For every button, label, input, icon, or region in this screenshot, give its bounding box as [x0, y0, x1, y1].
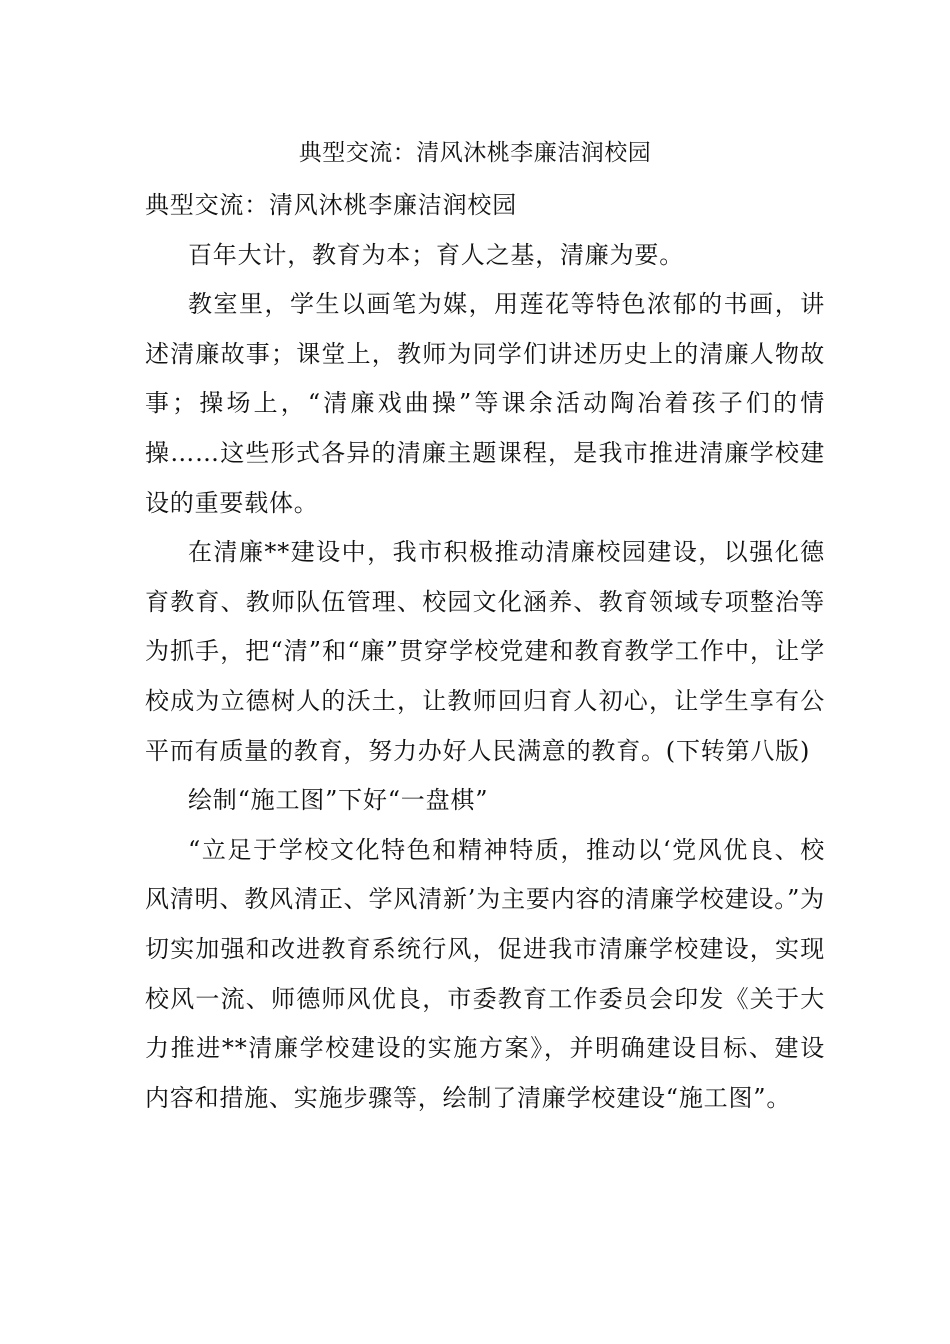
- paragraph-intro: 百年大计，教育为本；育人之基，清廉为要。: [188, 240, 684, 269]
- document-body: [145, 181, 825, 1123]
- document-title: 典型交流：清风沐桃李廉洁润校园: [298, 140, 652, 166]
- paragraph-blueprint: “立足于学校文化特色和精神特质，推动以‘党风优良、校风清明、教风清正、学风清新’为主要内容的清廉学校建设。”为切实加强和改进教育系统行风，促进我市清廉学校建设，实现校风一流、师德师风优良，市委教育工作委员会印发《关于大力推进**清廉学校建设的实施方案》，并明确建设目标、建设内容和措施、实施步骤等，绘制了清廉学校建设“施工图”。: [145, 835, 825, 1112]
- paragraph-classroom: 教室里，学生以画笔为媒，用莲花等特色浓郁的书画，讲述清廉故事；课堂上，教师为同学们讲述历史上的清廉人物故事；操场上，“清廉戏曲操”等课余活动陶冶着孩子们的情操……这些形式各异的清廉主题课程，是我市推进清廉学校建设的重要载体。: [145, 290, 825, 517]
- paragraph-construction: 在清廉**建设中，我市积极推动清廉校园建设，以强化德育教育、教师队伍管理、校园文化涵养、教育领域专项整治等为抓手，把“清”和“廉”贯穿学校党建和教育教学工作中，让学校成为立德树人的沃土，让教师回归育人初心，让学生享有公平而有质量的教育，努力办好人民满意的教育。(下转第八版): [145, 538, 825, 765]
- paragraph-heading: 典型交流：清风沐桃李廉洁润校园: [145, 191, 517, 219]
- section-subheading: 绘制“施工图”下好“一盘棋”: [188, 786, 489, 815]
